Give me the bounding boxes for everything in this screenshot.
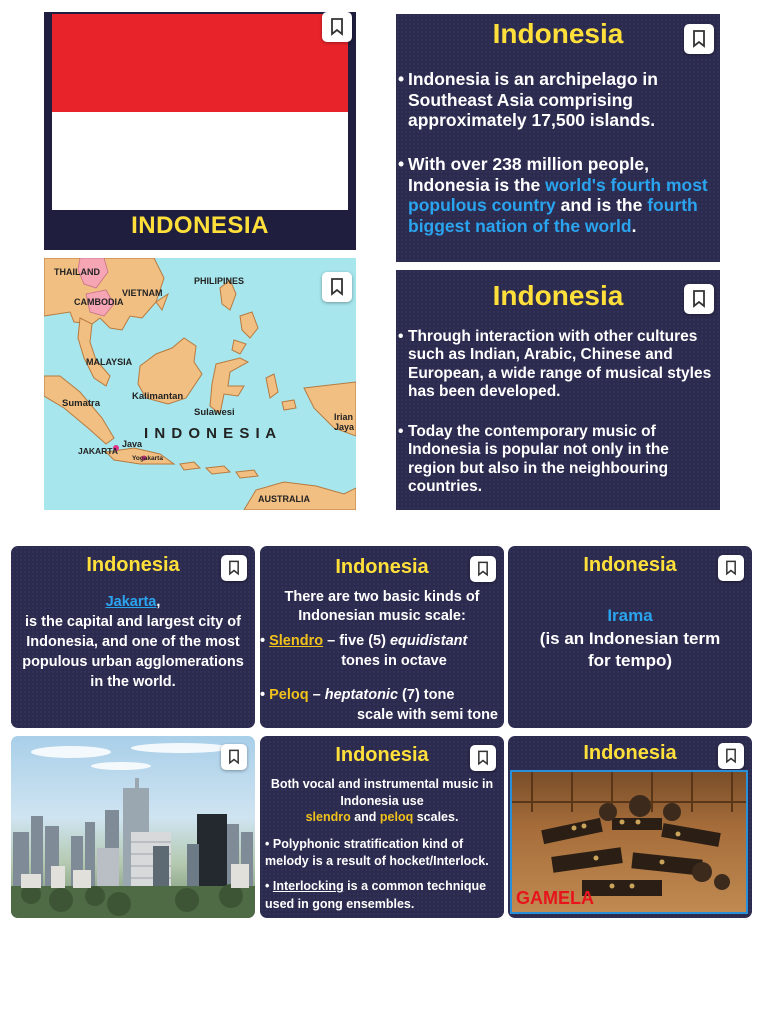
flag-red-stripe bbox=[52, 14, 348, 112]
bookmark-icon bbox=[692, 30, 706, 48]
bookmark-button[interactable] bbox=[684, 284, 714, 314]
map-label-kalimantan: Kalimantan bbox=[132, 391, 184, 402]
vocal-paragraph: Both vocal and instrumental music in Indonesia use slendro and peloq scales. bbox=[270, 777, 494, 825]
map-label-sulawesi: Sulawesi bbox=[194, 407, 235, 418]
culture-slide-card[interactable] bbox=[396, 270, 720, 510]
bookmark-button[interactable] bbox=[322, 272, 352, 302]
bookmark-icon bbox=[725, 561, 737, 576]
bullet-polyphonic: • Polyphonic stratification kind of melody is a result of hocket/Interlock. bbox=[265, 837, 489, 868]
slide-title: Indonesia bbox=[86, 554, 180, 576]
scale-peloq-item: • Peloq – heptatonic (7) tone scale with semi tone bbox=[260, 687, 498, 723]
map-label-java: Java bbox=[122, 439, 143, 449]
gamelan-slide-card[interactable] bbox=[508, 736, 752, 918]
gamelan-photo bbox=[510, 770, 748, 914]
peloq-term: peloq bbox=[379, 810, 414, 825]
bookmark-icon bbox=[692, 290, 706, 308]
city-skyline-image bbox=[11, 736, 255, 918]
slide-title: Indonesia bbox=[492, 280, 624, 311]
map-label-vietnam: VIETNAM bbox=[122, 288, 163, 298]
flag-white-stripe bbox=[52, 112, 348, 210]
jakarta-slide-card[interactable] bbox=[11, 546, 255, 728]
map-label-jakarta: JAKARTA bbox=[78, 446, 118, 456]
vocal-instrumental-slide-card[interactable] bbox=[260, 736, 504, 918]
bookmark-icon bbox=[477, 562, 489, 577]
highlight-fourth-populous: world's fourth most populous country bbox=[408, 174, 708, 216]
map-label-australia: AUSTRALIA bbox=[258, 494, 310, 504]
bullet-population: • With over 238 million people, Indonesia is the world's fourth most populous country and is the fourth biggest nation of the world. bbox=[398, 154, 708, 236]
irama-slide-card[interactable] bbox=[508, 546, 752, 728]
bookmark-button[interactable] bbox=[718, 555, 744, 581]
indonesia-map bbox=[44, 258, 356, 510]
peloq-term: Peloq bbox=[269, 687, 309, 703]
bookmark-button[interactable] bbox=[221, 744, 247, 770]
bullet-cultures: • Through interaction with other cultures such as Indian, Arabic, Chinese and European, a wide range of musical styles has been developed. bbox=[398, 328, 712, 400]
bookmark-button[interactable] bbox=[470, 745, 496, 771]
map-label-philippines: PHILIPINES bbox=[194, 276, 245, 286]
irama-definition: (is an Indonesian term for tempo) bbox=[539, 629, 721, 671]
map-label-malaysia: MALAYSIA bbox=[86, 357, 133, 367]
flag-card[interactable] bbox=[44, 12, 356, 250]
map-label-yogyakarta: Yogakarta bbox=[132, 455, 163, 462]
highlight-fourth-biggest: fourth biggest nation of the world bbox=[408, 195, 698, 236]
bookmark-button[interactable] bbox=[684, 24, 714, 54]
jakarta-link[interactable]: Jakarta bbox=[105, 594, 157, 610]
map-label-sumatra: Sumatra bbox=[62, 398, 101, 409]
bookmark-button[interactable] bbox=[470, 556, 496, 582]
bookmark-icon bbox=[228, 750, 240, 765]
bookmark-icon bbox=[228, 561, 240, 576]
bookmark-icon bbox=[330, 18, 344, 36]
gamelan-caption: GAMELA bbox=[516, 888, 594, 908]
interlocking-term: Interlocking bbox=[272, 879, 344, 893]
bullet-interlocking: • Interlocking is a common technique used in gong ensembles. bbox=[265, 879, 487, 911]
irama-term: Irama bbox=[607, 606, 653, 625]
map-card[interactable] bbox=[44, 258, 356, 510]
jakarta-description: Jakarta, is the capital and largest city of Indonesia, and one of the most populous urban agglomerations in the world. bbox=[22, 594, 244, 690]
bookmark-icon bbox=[725, 749, 737, 764]
jakarta-skyline-photo-card[interactable] bbox=[11, 736, 255, 918]
map-label-thailand: THAILAND bbox=[54, 267, 100, 277]
slide-title: Indonesia bbox=[583, 742, 677, 764]
bookmark-icon bbox=[330, 278, 344, 296]
map-label-cambodia: CAMBODIA bbox=[74, 297, 124, 307]
map-label-irian: Irian Jaya bbox=[334, 413, 355, 432]
scales-slide-card[interactable] bbox=[260, 546, 504, 728]
slide-title: Indonesia bbox=[335, 556, 429, 578]
slide-title: Indonesia bbox=[492, 18, 624, 49]
bookmark-button[interactable] bbox=[221, 555, 247, 581]
slendro-term: slendro bbox=[305, 810, 351, 825]
bookmark-icon bbox=[477, 751, 489, 766]
bullet-contemporary: • Today the contemporary music of Indonesia is popular not only in the region but also in the neighbouring countries. bbox=[398, 423, 669, 495]
scale-slendro-item: • Slendro – five (5) equidistant tones in octave bbox=[260, 633, 468, 669]
scales-intro: There are two basic kinds of Indonesian music scale: bbox=[284, 589, 480, 624]
flag-caption: INDONESIA bbox=[131, 212, 269, 239]
slendro-term: Slendro bbox=[269, 633, 324, 649]
slide-title: Indonesia bbox=[335, 744, 429, 766]
map-label-indonesia: I N D O N E S I A bbox=[144, 425, 278, 442]
bookmark-button[interactable] bbox=[322, 12, 352, 42]
bullet-archipelago: • Indonesia is an archipelago in Southeast Asia comprising approximately 17,500 islands. bbox=[398, 69, 658, 131]
slide-title: Indonesia bbox=[583, 554, 677, 576]
overview-slide-card[interactable] bbox=[396, 14, 720, 262]
bookmark-button[interactable] bbox=[718, 743, 744, 769]
